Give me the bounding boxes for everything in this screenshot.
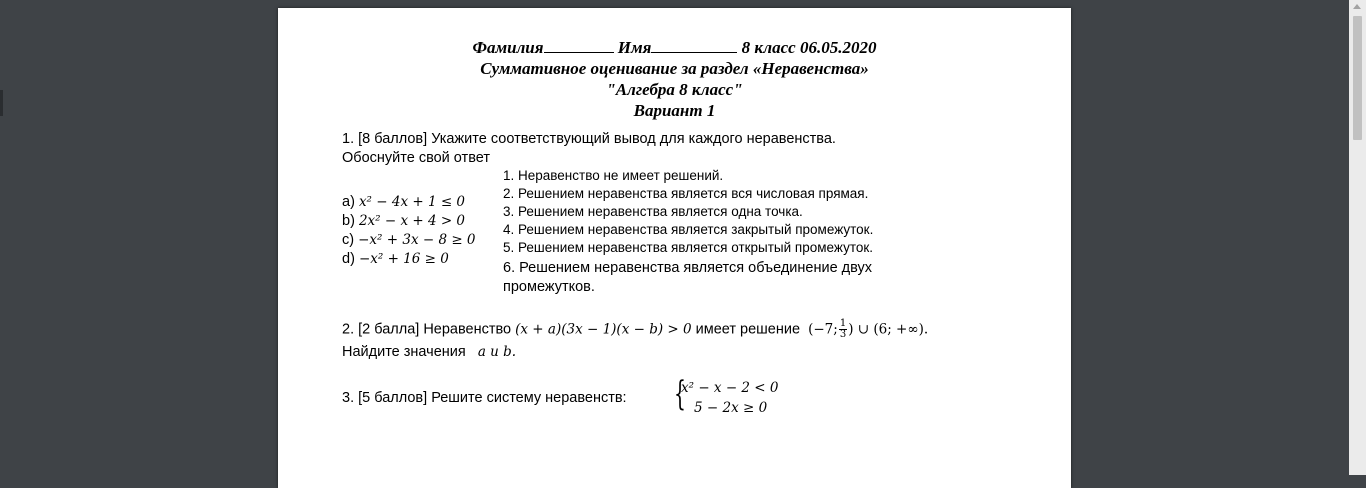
task2-line1 bbox=[342, 319, 928, 340]
class-date: 8 класс 06.05.2020 bbox=[741, 38, 877, 57]
inequality-label: b) bbox=[342, 213, 355, 229]
inequality-c bbox=[342, 231, 476, 250]
fraction-numerator: 1 bbox=[839, 318, 847, 329]
option-6: 6. Решением неравенства является объединение двух bbox=[503, 260, 873, 276]
task2-prefix: 2. [2 балла] Неравенство bbox=[342, 321, 512, 338]
option-6-continued: промежутков. bbox=[503, 279, 595, 295]
inequality-label: d) bbox=[342, 251, 355, 267]
task2-expression: (x + a)(3x − 1)(x − b) > 0 bbox=[515, 321, 692, 338]
header-line-1 bbox=[278, 37, 1071, 58]
option-4: 4. Решением неравенства является закрытый промежуток. bbox=[503, 222, 874, 237]
name-blank bbox=[651, 38, 737, 53]
inequality-a bbox=[342, 193, 465, 212]
system-inequality-1: x² − x − 2 < 0 bbox=[681, 380, 779, 396]
header-line-3: "Алгебра 8 класс" bbox=[606, 80, 743, 99]
scrollbar-thumb[interactable] bbox=[1353, 16, 1362, 140]
option-5: 5. Решением неравенства является открытый промежуток. bbox=[503, 240, 874, 255]
inequality-b bbox=[342, 212, 465, 231]
inequality-expr: −x² + 16 ≥ 0 bbox=[358, 251, 449, 267]
task2-middle: имеет решение bbox=[695, 321, 801, 338]
scroll-up-arrow-icon[interactable] bbox=[1353, 4, 1361, 9]
surname-label: Фамилия bbox=[472, 38, 544, 57]
page-header bbox=[278, 37, 1071, 121]
task1-prompt-line1: 1. [8 баллов] Укажите соответствующий вывод для каждого неравенства. bbox=[342, 131, 836, 147]
header-line-4: Вариант 1 bbox=[633, 101, 716, 120]
name-label: Имя bbox=[617, 38, 652, 57]
task2-find-text: Найдите значения bbox=[342, 344, 466, 360]
solution-start: (−7; bbox=[808, 321, 838, 338]
inequality-expr: −x² + 3x − 8 ≥ 0 bbox=[358, 232, 476, 248]
inequality-d bbox=[342, 250, 449, 269]
option-2: 2. Решением неравенства является вся числовая прямая. bbox=[503, 186, 869, 201]
fraction-one-third bbox=[839, 319, 847, 340]
task2-line2 bbox=[342, 343, 516, 362]
inequality-label: c) bbox=[342, 232, 355, 248]
header-line-2: Суммативное оценивание за раздел «Неравенства» bbox=[480, 59, 869, 78]
side-panel-handle[interactable] bbox=[0, 90, 3, 116]
system-brace-icon: { bbox=[674, 374, 686, 414]
surname-blank bbox=[544, 38, 614, 53]
document-page bbox=[278, 8, 1071, 488]
fraction-denominator: 3 bbox=[839, 329, 847, 340]
solution-end: ) ∪ (6; +∞). bbox=[848, 321, 929, 338]
task3-prompt: 3. [5 баллов] Решите систему неравенств: bbox=[342, 390, 627, 406]
inequality-expr: 2x² − x + 4 > 0 bbox=[358, 213, 466, 229]
option-1: 1. Неравенство не имеет решений. bbox=[503, 168, 724, 183]
inequality-label: a) bbox=[342, 194, 355, 210]
vertical-scrollbar[interactable] bbox=[1349, 0, 1366, 475]
system-inequality-2: 5 − 2x ≥ 0 bbox=[694, 400, 768, 416]
inequality-expr: x² − 4x + 1 ≤ 0 bbox=[358, 194, 466, 210]
task1-prompt-line2: Обоснуйте свой ответ bbox=[342, 150, 490, 166]
task2-variables: a и b. bbox=[477, 344, 517, 360]
option-3: 3. Решением неравенства является одна точка. bbox=[503, 204, 803, 219]
